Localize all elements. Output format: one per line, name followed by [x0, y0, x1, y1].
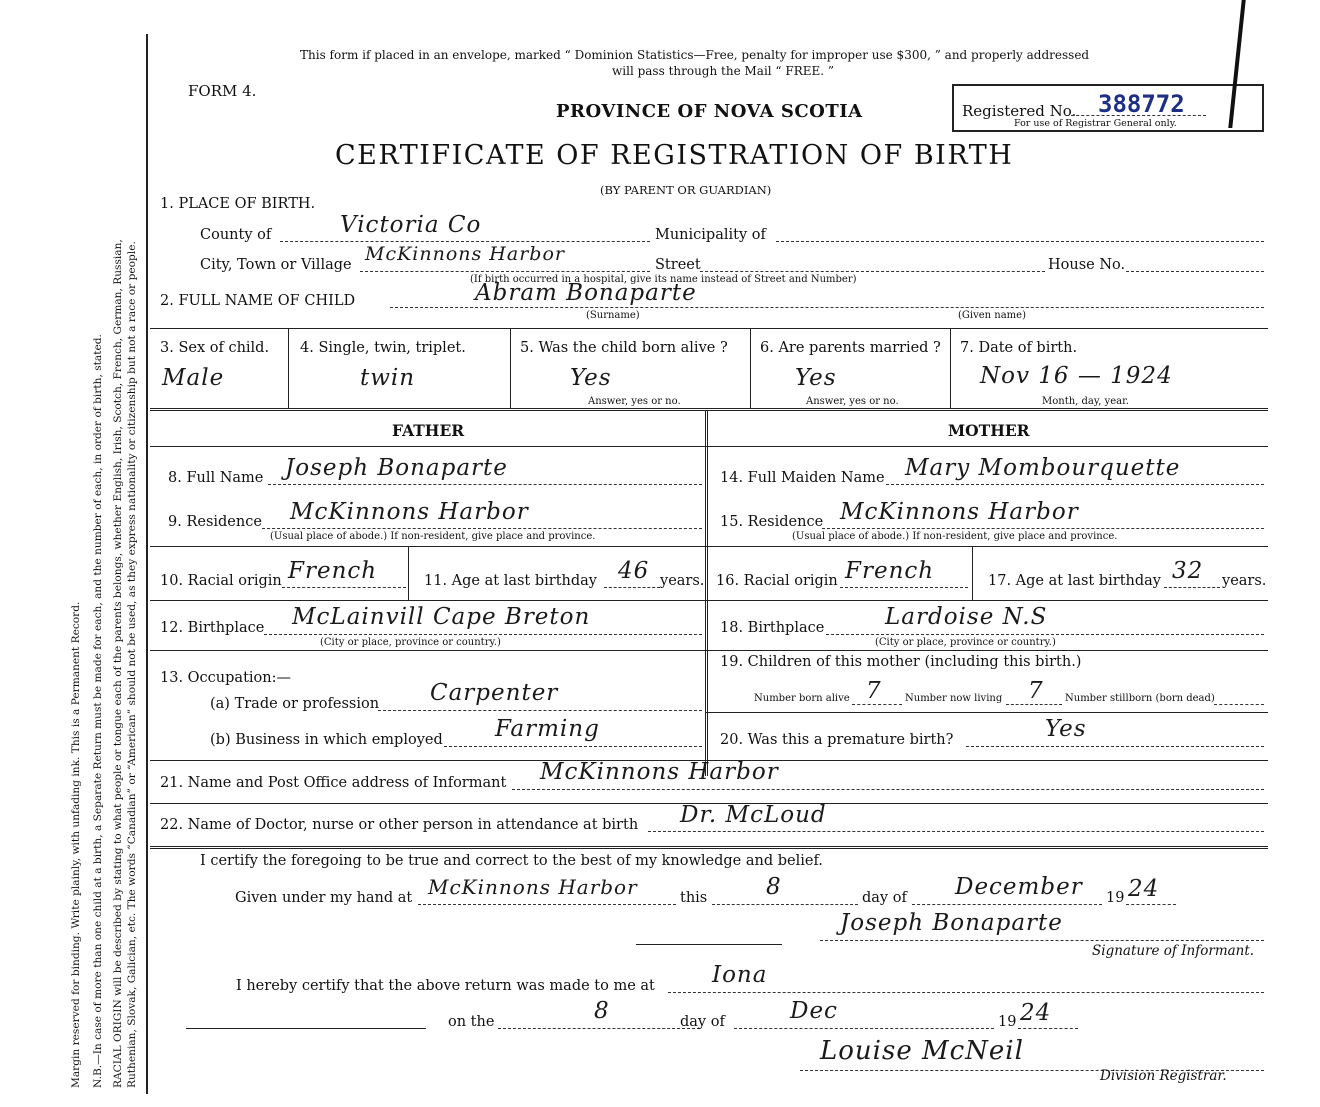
- province-title: PROVINCE OF NOVA SCOTIA: [556, 101, 863, 122]
- married-note: Answer, yes or no.: [806, 396, 899, 407]
- certificate-subtitle: (BY PARENT OR GUARDIAN): [600, 183, 772, 197]
- hospital-note: (If birth occurred in a hospital, give its name instead of Street and Number): [470, 274, 857, 285]
- given-place: McKinnons Harbor: [428, 875, 638, 899]
- place-of-birth-label: 1. PLACE OF BIRTH.: [160, 196, 316, 212]
- occupation-label: 13. Occupation:—: [160, 670, 291, 686]
- mother-residence-note: (Usual place of abode.) If non-resident, give place and province.: [792, 531, 1118, 542]
- registrar-year: 24: [1020, 1000, 1052, 1026]
- registrar-text: I hereby certify that the above return was made to me at: [236, 978, 655, 994]
- given-month: December: [955, 874, 1083, 900]
- registered-number-box: [952, 84, 1264, 132]
- given-label: Given under my hand at: [235, 890, 413, 906]
- father-residence-value: McKinnons Harbor: [290, 499, 529, 525]
- business-label: (b) Business in which employed: [210, 732, 443, 748]
- father-birthplace-value: McLainvill Cape Breton: [292, 604, 591, 630]
- margin-rule: [146, 34, 148, 1094]
- sex-label: 3. Sex of child.: [160, 340, 270, 356]
- registrar-year-prefix: 19: [998, 1014, 1017, 1030]
- born-alive-label: Number born alive: [754, 693, 850, 704]
- given-day: 8: [766, 874, 782, 900]
- street-label: Street: [655, 257, 701, 273]
- given-year: 24: [1128, 876, 1160, 902]
- born-alive-value: 7: [866, 678, 882, 704]
- trade-label: (a) Trade or profession: [210, 696, 380, 712]
- margin-note-nb: N.B.—In case of more than one child at a birth, a Separate Return must be made for each, and the number of each, in order of birth, stated.: [92, 334, 104, 1088]
- mother-racial-value: French: [845, 558, 935, 584]
- registrar-note: For use of Registrar General only.: [1014, 118, 1177, 129]
- county-value: Victoria Co: [340, 212, 482, 238]
- alive-value: Yes: [570, 365, 612, 391]
- multiple-label: 4. Single, twin, triplet.: [300, 340, 466, 356]
- premature-label: 20. Was this a premature birth?: [720, 732, 954, 748]
- registrar-day-of-label: day of: [680, 1014, 725, 1030]
- house-number-label: House No.: [1048, 257, 1126, 273]
- registrar-label: Division Registrar.: [1100, 1068, 1227, 1084]
- form-number: FORM 4.: [188, 82, 257, 100]
- mother-name-label: 14. Full Maiden Name: [720, 470, 885, 486]
- mother-name-value: Mary Mombourquette: [905, 455, 1181, 481]
- registered-value: 388772: [1098, 90, 1185, 118]
- alive-label: 5. Was the child born alive ?: [520, 340, 728, 356]
- on-the-label: on the: [448, 1014, 495, 1030]
- mother-birthplace-value: Lardoise N.S: [885, 604, 1048, 630]
- margin-note-binding: Margin reserved for binding. Write plainly, with unfading ink. This is a Permanent Record.: [70, 601, 82, 1088]
- father-racial-label: 10. Racial origin: [160, 573, 282, 589]
- margin-note-racial-2: Ruthenian, Slovak, Galician, etc. The words “Canadian” or “American” should not be used, as they express nationality or citizenship but not a race or people.: [126, 241, 138, 1088]
- father-age-label: 11. Age at last birthday: [424, 573, 597, 589]
- multiple-value: twin: [360, 365, 416, 391]
- county-label: County of: [200, 227, 272, 243]
- dob-label: 7. Date of birth.: [960, 340, 1078, 356]
- informant-signature: Joseph Bonaparte: [840, 910, 1063, 936]
- father-name-value: Joseph Bonaparte: [285, 455, 508, 481]
- children-label: 19. Children of this mother (including this birth.): [720, 654, 1082, 670]
- mother-birthplace-label: 18. Birthplace: [720, 620, 825, 636]
- signature-label: Signature of Informant.: [1092, 943, 1255, 959]
- registrar-place: Iona: [712, 962, 768, 988]
- this-label: this: [680, 890, 708, 906]
- certify-text: I certify the foregoing to be true and correct to the best of my knowledge and belief.: [200, 853, 823, 869]
- registrar-signature: Louise McNeil: [820, 1036, 1024, 1066]
- father-racial-value: French: [288, 558, 378, 584]
- informant-label: 21. Name and Post Office address of Informant: [160, 775, 507, 791]
- mother-racial-label: 16. Racial origin: [716, 573, 838, 589]
- mother-birthplace-note: (City or place, province or country.): [875, 637, 1056, 648]
- mother-age-label: 17. Age at last birthday: [988, 573, 1161, 589]
- mail-notice-1: This form if placed in an envelope, marked “ Dominion Statistics—Free, penalty for improper use $300, ” and properly addressed: [300, 48, 1090, 62]
- mail-notice-2: will pass through the Mail “ FREE. ”: [612, 64, 835, 78]
- margin-note-racial-1: RACIAL ORIGIN will be described by stating to what people or tongue each of the parents belongs, whether English, Irish, Scotch, French, German, Russian,: [112, 239, 124, 1088]
- now-living-value: 7: [1028, 678, 1044, 704]
- father-name-label: 8. Full Name: [168, 470, 264, 486]
- mother-age-unit: years.: [1222, 573, 1267, 589]
- father-residence-note: (Usual place of abode.) If non-resident, give place and province.: [270, 531, 596, 542]
- child-name-label: 2. FULL NAME OF CHILD: [160, 293, 356, 309]
- dob-note: Month, day, year.: [1042, 396, 1129, 407]
- mother-residence-value: McKinnons Harbor: [840, 499, 1079, 525]
- married-label: 6. Are parents married ?: [760, 340, 941, 356]
- father-residence-label: 9. Residence: [168, 514, 262, 530]
- city-value: McKinnons Harbor: [365, 243, 565, 265]
- dob-value: Nov 16 — 1924: [980, 363, 1173, 389]
- doctor-label: 22. Name of Doctor, nurse or other person in attendance at birth: [160, 817, 639, 833]
- stillborn-label: Number stillborn (born dead): [1065, 693, 1215, 704]
- trade-value: Carpenter: [430, 680, 559, 706]
- registrar-month: Dec: [790, 998, 838, 1024]
- child-name-value: Abram Bonaparte: [475, 280, 697, 306]
- informant-value: McKinnons Harbor: [540, 759, 779, 785]
- registrar-day: 8: [594, 998, 610, 1024]
- alive-note: Answer, yes or no.: [588, 396, 681, 407]
- surname-note: (Surname): [586, 310, 640, 321]
- married-value: Yes: [795, 365, 837, 391]
- doctor-value: Dr. McLoud: [680, 802, 827, 828]
- father-birthplace-note: (City or place, province or country.): [320, 637, 501, 648]
- mother-residence-label: 15. Residence: [720, 514, 824, 530]
- mother-age-value: 32: [1172, 558, 1204, 584]
- business-value: Farming: [495, 716, 600, 742]
- municipality-label: Municipality of: [655, 227, 766, 243]
- father-age-value: 46: [618, 558, 650, 584]
- premature-value: Yes: [1045, 716, 1087, 742]
- father-heading: FATHER: [392, 421, 465, 440]
- sex-value: Male: [162, 365, 225, 391]
- father-birthplace-label: 12. Birthplace: [160, 620, 265, 636]
- now-living-label: Number now living: [905, 693, 1003, 704]
- certificate-title: CERTIFICATE OF REGISTRATION OF BIRTH: [335, 140, 1014, 171]
- day-of-label: day of: [862, 890, 907, 906]
- mother-heading: MOTHER: [948, 421, 1030, 440]
- year-prefix: 19: [1106, 890, 1125, 906]
- given-name-note: (Given name): [958, 310, 1026, 321]
- registered-label: Registered No.: [962, 102, 1077, 120]
- father-age-unit: years.: [660, 573, 705, 589]
- city-label: City, Town or Village: [200, 257, 352, 273]
